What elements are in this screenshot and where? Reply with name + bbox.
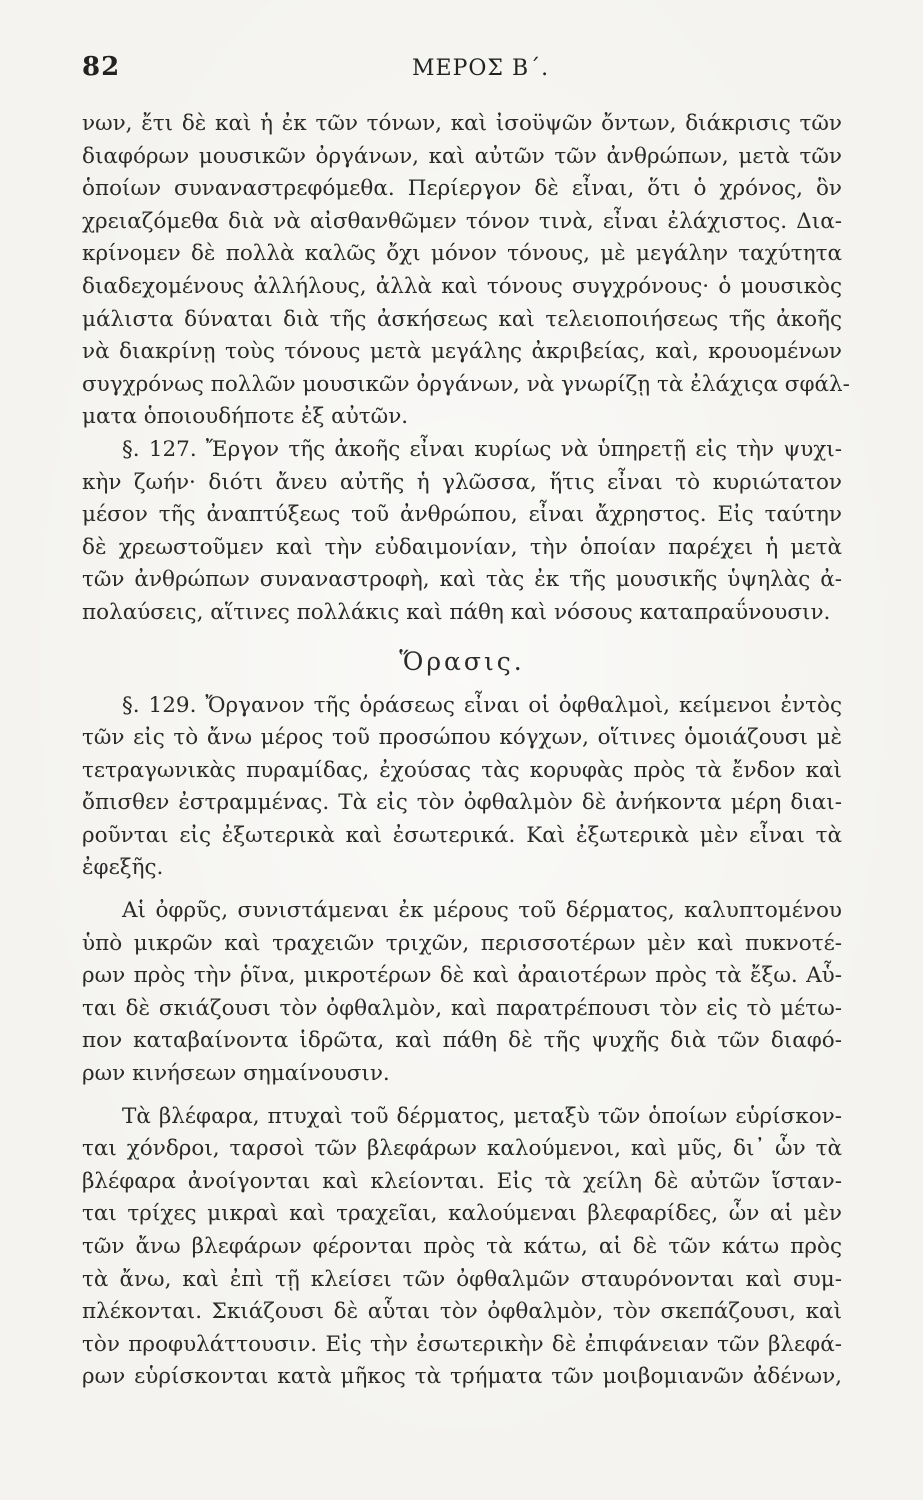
text-line: κὴν ζωήν· διότι ἄνευ αὐτῆς ἡ γλῶσσα, ἥτις εἶναι τὸ κυριώτατον [82,469,842,495]
text-line: §. 127. Ἔργον τῆς ἀκοῆς εἶναι κυρίως νὰ ὑπηρετῇ εἰς τὴν ψυχι- [122,436,842,462]
text-line: νὰ διακρίνῃ τοὺς τόνους μετὰ μεγάλης ἀκριβείας, καὶ, κρουομένων [82,339,842,365]
text-line: μάλιστα δύναται διὰ τῆς ἀσκήσεως καὶ τελειοποιήσεως τῆς ἀκοῆς [82,306,842,332]
text-line: ὑπὸ μικρῶν καὶ τραχειῶν τριχῶν, περισσοτέρων μὲν καὶ πυκνοτέ- [82,930,842,956]
text-line: ἐφεξῆς. [82,855,164,881]
text-line: τὸν προφυλάττουσιν. Εἰς τὴν ἐσωτερικὴν δὲ ἐπιφάνειαν τῶν βλεφά- [82,1331,842,1357]
section-heading: Ὅρασις. [399,646,525,676]
text-line: διαφόρων μουσικῶν ὀργάνων, καὶ αὐτῶν τῶν ἀνθρώπων, μετὰ τῶν [82,143,842,169]
text-line: νων, ἔτι δὲ καὶ ἡ ἐκ τῶν τόνων, καὶ ἰσοϋψῶν ὄντων, διάκρισις τῶν [82,111,842,136]
text-line: πλέκονται. Σκιάζουσι δὲ αὗται τὸν ὀφθαλμὸν, τὸν σκεπάζουσι, καὶ [82,1299,842,1325]
text-line: τῶν ἀνθρώπων συναναστροφὴ, καὶ τὰς ἐκ τῆς μουσικῆς ὑψηλὰς ἀ- [82,567,842,593]
text-line: πον καταβαίνοντα ἱδρῶτα, καὶ πάθη δὲ τῆς ψυχῆς διὰ τῶν διαφό- [82,1028,842,1054]
text-line: βλέφαρα ἀνοίγονται καὶ κλείονται. Εἰς τὰ χείλη δὲ αὐτῶν ἵσταν- [82,1168,842,1194]
text-line: τῶν ἄνω βλεφάρων φέρονται πρὸς τὰ κάτω, αἱ δὲ τῶν κάτω πρὸς [82,1234,842,1259]
paragraph-3 [82,690,842,886]
text-line: τετραγωνικὰς πυραμίδας, ἐχούσας τὰς κορυφὰς πρὸς τὰ ἔνδον καὶ [82,757,842,783]
text-line: μέσον τῆς ἀναπτύξεως τοῦ ἀνθρώπου, εἶναι ἄχρηστος. Εἰς ταύτην [82,502,842,528]
text-line: πολαύσεις, αἵτινες πολλάκις καὶ πάθη καὶ νόσους καταπραΰνουσιν. [82,599,831,625]
paragraph-2 [82,434,842,630]
text-line: ὄπισθεν ἐστραμμένας. Τὰ εἰς τὸν ὀφθαλμὸν δὲ ἀνήκοντα μέρη διαι- [82,790,842,816]
text-line: ται τρίχες μικραὶ καὶ τραχεῖαι, καλούμεναι βλεφαρίδες, ὧν αἱ μὲν [82,1201,842,1227]
text-line: ὁποίων συναναστρεφόμεθα. Περίεργον δὲ εἶναι, ὅτι ὁ χρόνος, ὃν [82,176,842,202]
text-line: ροῦνται εἰς ἐξωτερικὰ καὶ ἐσωτερικά. Καὶ ἐξωτερικὰ μὲν εἶναι τὰ [82,822,842,848]
text-line: τῶν εἰς τὸ ἄνω μέρος τοῦ προσώπου κόγχων, οἵτινες ὁμοιάζουσι μὲ [82,725,842,751]
body-text [82,108,850,1394]
paragraph-gap [82,1091,842,1101]
paragraph-1 [82,108,850,434]
paragraph-4 [82,895,842,1091]
text-line: δὲ χρεωστοῦμεν καὶ τὴν εὐδαιμονίαν, τὴν ὁποίαν παρέχει ἡ μετὰ [82,534,842,560]
text-line: ται δὲ σκιάζουσι τὸν ὀφθαλμὸν, καὶ παρατρέπουσι τὸν εἰς τὸ μέτω- [82,995,842,1021]
text-line: Τὰ βλέφαρα, πτυχαὶ τοῦ δέρματος, μεταξὺ τῶν ὁποίων εὑρίσκον- [122,1103,842,1129]
running-title: ΜΕΡΟΣ Β΄. [412,56,550,81]
text-line: διαδεχομένους ἀλλήλους, ἀλλὰ καὶ τόνους συγχρόνους· ὁ μουσικὸς [82,273,842,299]
text-line: ται χόνδροι, ταρσοὶ τῶν βλεφάρων καλούμενοι, καὶ μῦς, δι᾽ ὧν τὰ [82,1136,842,1162]
text-line: §. 129. Ὄργανον τῆς ὁράσεως εἶναι οἱ ὀφθαλμοὶ, κείμενοι ἐντὸς [122,692,842,718]
text-line: χρειαζόμεθα διὰ νὰ αἰσθανθῶμεν τόνον τινὰ, εἶναι ἐλάχιστος. Δια- [82,208,842,234]
text-line: Αἱ ὀφρῦς, συνιστάμεναι ἐκ μέρους τοῦ δέρματος, καλυπτομένου [122,898,842,924]
text-line: κρίνομεν δὲ πολλὰ καλῶς ὄχι μόνον τόνους, μὲ μεγάλην ταχύτητα [82,241,842,267]
text-line: συγχρόνως πολλῶν μουσικῶν ὀργάνων, νὰ γνωρίζῃ τὰ ἐλάχιςα σφάλ- [82,371,850,397]
text-line: ματα ὁποιουδήποτε ἐξ αὐτῶν. [82,404,409,430]
text-line: ρων κινήσεων σημαίνουσιν. [82,1061,390,1087]
page-header [82,52,842,88]
text-line: ρων πρὸς τὴν ῥῖνα, μικροτέρων δὲ καὶ ἀραιοτέρων πρὸς τὰ ἔξω. Αὗ- [82,963,842,989]
text-line: ρων εὑρίσκονται κατὰ μῆκος τὰ τρήματα τῶν μοιβομιανῶν ἀδένων, [82,1364,842,1390]
paragraph-gap [82,885,842,895]
paragraph-5 [82,1101,842,1394]
text-line: τὰ ἄνω, καὶ ἐπὶ τῇ κλείσει τῶν ὀφθαλμῶν σταυρόνονται καὶ συμ- [82,1266,842,1292]
page-number: 82 [82,52,121,82]
